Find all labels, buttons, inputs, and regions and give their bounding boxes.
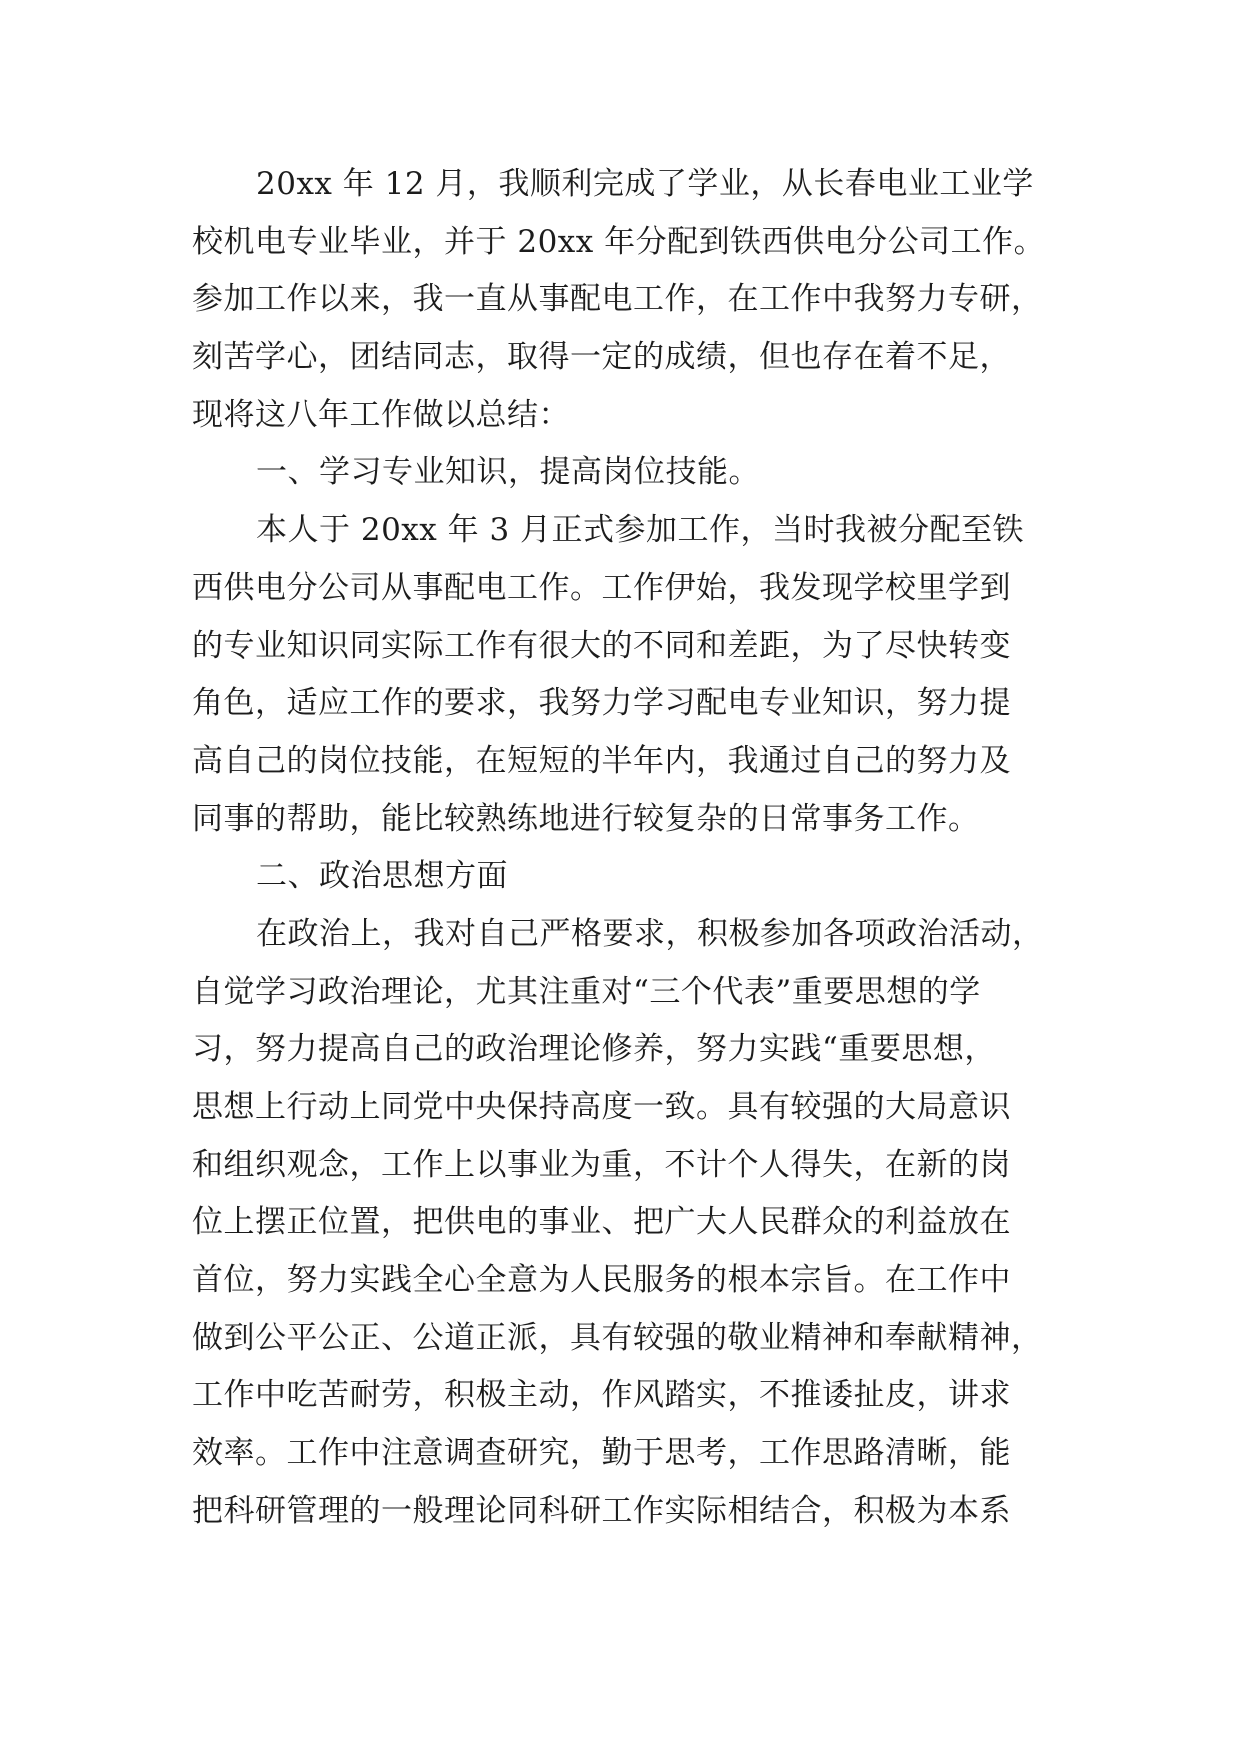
- paragraph-line: 和组织观念，工作上以事业为重，不计个人得失，在新的岗: [192, 1146, 1011, 1183]
- paragraph-line: 西供电分公司从事配电工作。工作伊始，我发现学校里学到: [192, 569, 1011, 606]
- paragraph-line: 校机电专业毕业，并于 20xx 年分配到铁西供电分公司工作。: [192, 223, 1046, 260]
- paragraph-line: 习，努力提高自己的政治理论修养，努力实践“重要思想，: [192, 1031, 996, 1068]
- paragraph-line: 首位，努力实践全心全意为人民服务的根本宗旨。在工作中: [192, 1262, 1011, 1299]
- section-heading: 二、政治思想方面: [256, 858, 508, 895]
- paragraph-line: 参加工作以来，我一直从事配电工作，在工作中我努力专研，: [192, 281, 1043, 318]
- paragraph-line: 的专业知识同实际工作有很大的不同和差距，为了尽快转变: [192, 627, 1011, 664]
- paragraph-line: 工作中吃苦耐劳，积极主动，作风踏实，不推诿扯皮，讲求: [192, 1377, 1011, 1414]
- paragraph-line: 现将这八年工作做以总结：: [192, 396, 570, 433]
- paragraph-line: 效率。工作中注意调查研究，勤于思考，工作思路清晰，能: [192, 1435, 1011, 1472]
- paragraph-line: 在政治上，我对自己严格要求，积极参加各项政治活动，: [256, 915, 1044, 952]
- section-heading: 一、学习专业知识，提高岗位技能。: [256, 454, 760, 491]
- paragraph-line: 自觉学习政治理论，尤其注重对“三个代表”重要思想的学: [192, 973, 981, 1010]
- paragraph-line: 思想上行动上同党中央保持高度一致。具有较强的大局意识: [192, 1089, 1011, 1125]
- paragraph-line: 把科研管理的一般理论同科研工作实际相结合，积极为本系: [192, 1492, 1011, 1529]
- paragraph-line: 高自己的岗位技能，在短短的半年内，我通过自己的努力及: [192, 742, 1011, 779]
- document-body: [192, 156, 1052, 1541]
- paragraph-line: 本人于 20xx 年 3 月正式参加工作，当时我被分配至铁: [256, 512, 1025, 549]
- paragraph-line: 角色，适应工作的要求，我努力学习配电专业知识，努力提: [192, 685, 1011, 722]
- paragraph-line: 同事的帮助，能比较熟练地进行较复杂的日常事务工作。: [192, 800, 980, 837]
- paragraph-line: 刻苦学心，团结同志，取得一定的成绩，但也存在着不足，: [192, 339, 1011, 376]
- paragraph-line: 位上摆正位置，把供电的事业、把广大人民群众的利益放在: [192, 1204, 1011, 1241]
- paragraph-line: 做到公平公正、公道正派，具有较强的敬业精神和奉献精神，: [192, 1319, 1043, 1356]
- paragraph-line: 20xx 年 12 月，我顺利完成了学业，从长春电业工业学: [256, 166, 1034, 202]
